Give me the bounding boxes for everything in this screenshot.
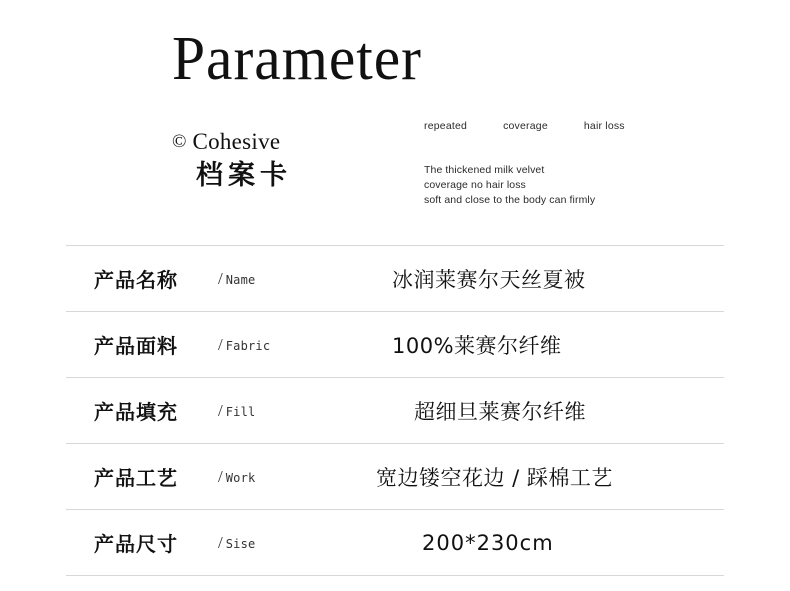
spec-table — [66, 245, 724, 576]
row-label-en-text: Work — [225, 470, 256, 485]
brand-name-cn: 档案卡 — [196, 160, 292, 191]
row-value: 超细旦莱赛尔纤维 — [414, 399, 586, 424]
row-label-en-text: Name — [225, 272, 256, 287]
table-row — [66, 245, 724, 312]
row-value: 冰润莱赛尔天丝夏被 — [392, 267, 586, 292]
table-row — [66, 444, 724, 510]
description-block — [424, 163, 595, 209]
keyword-item: hair loss — [583, 120, 625, 132]
table-row — [66, 312, 724, 378]
row-label-en — [218, 467, 314, 487]
row-label-cn: 产品工艺 — [94, 466, 178, 490]
row-label-en — [218, 401, 314, 421]
row-label-en-text: Sise — [225, 536, 256, 551]
description-line: coverage no hair loss — [424, 179, 526, 192]
slash-separator: / — [218, 268, 223, 288]
row-value: 200*230cm — [422, 530, 554, 555]
keyword-item: repeated — [424, 120, 468, 132]
brand — [172, 130, 280, 153]
row-label-cn: 产品填充 — [94, 400, 178, 424]
row-label-en-text: Fill — [225, 404, 256, 419]
table-row — [66, 378, 724, 444]
row-label-cn: 产品名称 — [94, 268, 178, 292]
row-label-en — [218, 269, 314, 289]
row-label-en — [218, 533, 314, 553]
row-label-cn: 产品尺寸 — [94, 532, 178, 556]
copyright-icon: © — [172, 131, 187, 152]
slash-separator: / — [218, 400, 223, 420]
row-label-en-text: Fabric — [225, 338, 271, 353]
page-title: Parameter — [172, 25, 422, 93]
description-line: soft and close to the body can firmly — [424, 194, 596, 207]
card-header — [0, 0, 790, 225]
slash-separator: / — [218, 532, 223, 552]
keyword-row — [424, 120, 625, 132]
brand-name: Cohesive — [192, 129, 281, 154]
slash-separator: / — [218, 466, 223, 486]
row-label-cn: 产品面料 — [94, 334, 178, 358]
row-value: 宽边镂空花边 / 踩棉工艺 — [376, 465, 613, 490]
description-line: The thickened milk velvet — [424, 164, 545, 176]
row-label-en — [218, 335, 314, 355]
slash-separator: / — [218, 334, 223, 354]
table-row — [66, 510, 724, 576]
row-value: 100%莱赛尔纤维 — [392, 333, 562, 358]
keyword-item: coverage — [503, 120, 548, 132]
